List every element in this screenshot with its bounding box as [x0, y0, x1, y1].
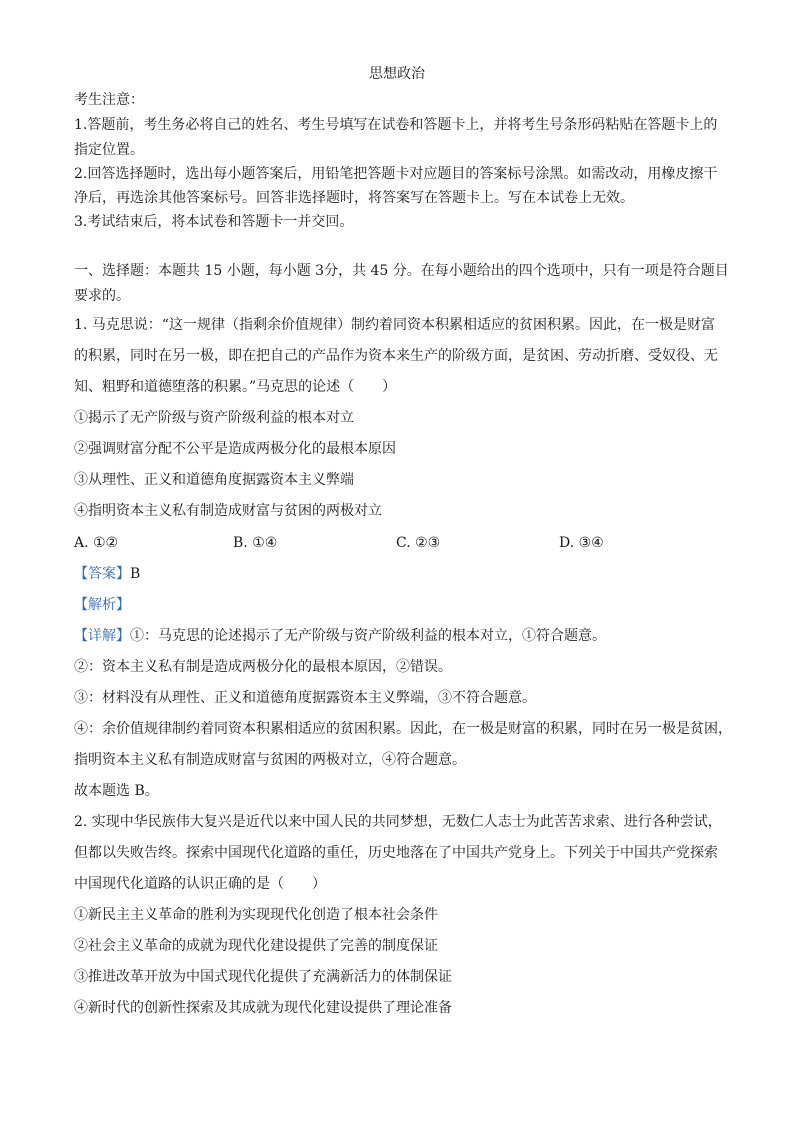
- q1-detail-line-3: ③：材料没有从理性、正义和道德角度据露资本主义弊端，③不符合题意。: [74, 690, 536, 706]
- section-heading-line-1: 一、选择题：本题共 15 小题，每小题 3分，共 45 分。在每小题给出的四个选项中，只有一项是符合题目: [74, 263, 729, 279]
- notice-heading: 考生注意：: [74, 92, 144, 108]
- section-heading-line-2: 要求的。: [74, 288, 130, 304]
- q1-statement-3: ③从理性、正义和道德角度据露资本主义弊端: [74, 472, 354, 488]
- q1-statement-4: ④指明资本主义私有制造成财富与贫困的两极对立: [74, 503, 382, 519]
- q2-statement-2: ②社会主义革命的成就为现代化建设提供了完善的制度保证: [74, 938, 438, 954]
- q1-options: [74, 533, 734, 553]
- analysis-bracket-label: 【解析】: [74, 597, 130, 613]
- q1-detail-line-5: 指明资本主义私有制造成财富与贫困的两极对立，④符合题意。: [74, 752, 466, 768]
- q2-statement-4: ④新时代的创新性探索及其成就为现代化建设提供了理论准备: [74, 1000, 452, 1016]
- q1-option-b: B. ①④: [233, 535, 278, 551]
- q2-statement-1: ①新民主主义革命的胜利为实现现代化创造了根本社会条件: [74, 907, 438, 923]
- notice-item-3: 3.考试结束后，将本试卷和答题卡一并交回。: [74, 214, 354, 230]
- answer-bracket-label: 【答案】: [74, 566, 130, 582]
- q1-conclusion: 故本题选 B。: [74, 783, 159, 799]
- q1-option-c: C. ②③: [396, 535, 441, 551]
- notice-item-1-line-2: 指定位置。: [74, 142, 144, 158]
- q1-option-a: A. ①②: [74, 535, 119, 551]
- q1-answer: [74, 564, 734, 584]
- answer-value: B: [130, 566, 141, 582]
- q1-stem-line-3: 知、粗野和道德堕落的积累。”马克思的论述（ ）: [74, 379, 397, 395]
- q1-detail-line-1: [74, 626, 734, 646]
- page-title: 思想政治: [369, 66, 425, 82]
- q1-stem-line-1: 1. 马克思说：“这一规律（指剩余价值规律）制约着同资本积累相适应的贫困积累。因此，在一极是财富: [74, 317, 715, 333]
- detail-bracket-label: 【详解】: [74, 628, 130, 644]
- detail-text: ①：马克思的论述揭示了无产阶级与资产阶级利益的根本对立，①符合题意。: [130, 628, 606, 644]
- q1-statement-1: ①揭示了无产阶级与资产阶级利益的根本对立: [74, 410, 354, 426]
- notice-item-2-line-2: 净后，再选涂其他答案标号。回答非选择题时，将答案写在答题卡上。写在本试卷上无效。: [74, 190, 634, 206]
- notice-item-1-line-1: 1.答题前，考生务必将自己的姓名、考生号填写在试卷和答题卡上，并将考生号条形码粘贴在答题卡上的: [74, 117, 718, 133]
- q1-option-d: D. ③④: [559, 535, 604, 551]
- q2-stem-line-1: 2. 实现中华民族伟大复兴是近代以来中国人民的共同梦想，无数仁人志士为此苦苦求索、进行各种尝试，: [74, 814, 722, 830]
- notice-item-2-line-1: 2.回答选择题时，选出每小题答案后，用铅笔把答题卡对应题目的答案标号涂黑。如需改动，用橡皮擦干: [74, 166, 718, 182]
- q2-stem-line-3: 中国现代化道路的认识正确的是（ ）: [74, 876, 326, 892]
- q1-stem-line-2: 的积累，同时在另一极，即在把自己的产品作为资本来生产的阶级方面，是贫困、劳动折磨、受奴役、无: [74, 348, 718, 364]
- q1-detail-line-2: ②：资本主义私有制是造成两极分化的最根本原因，②错误。: [74, 659, 452, 675]
- q1-analysis-label: [74, 595, 734, 615]
- q2-statement-3: ③推进改革开放为中国式现代化提供了充满新活力的体制保证: [74, 969, 452, 985]
- q1-statement-2: ②强调财富分配不公平是造成两极分化的最根本原因: [74, 441, 396, 457]
- q2-stem-line-2: 但都以失败告终。探索中国现代化道路的重任，历史地落在了中国共产党身上。下列关于中国共产党探索: [74, 845, 718, 861]
- q1-detail-line-4: ④：余价值规律制约着同资本积累相适应的贫困积累。因此，在一极是财富的积累，同时在另一极是贫困，: [74, 721, 732, 737]
